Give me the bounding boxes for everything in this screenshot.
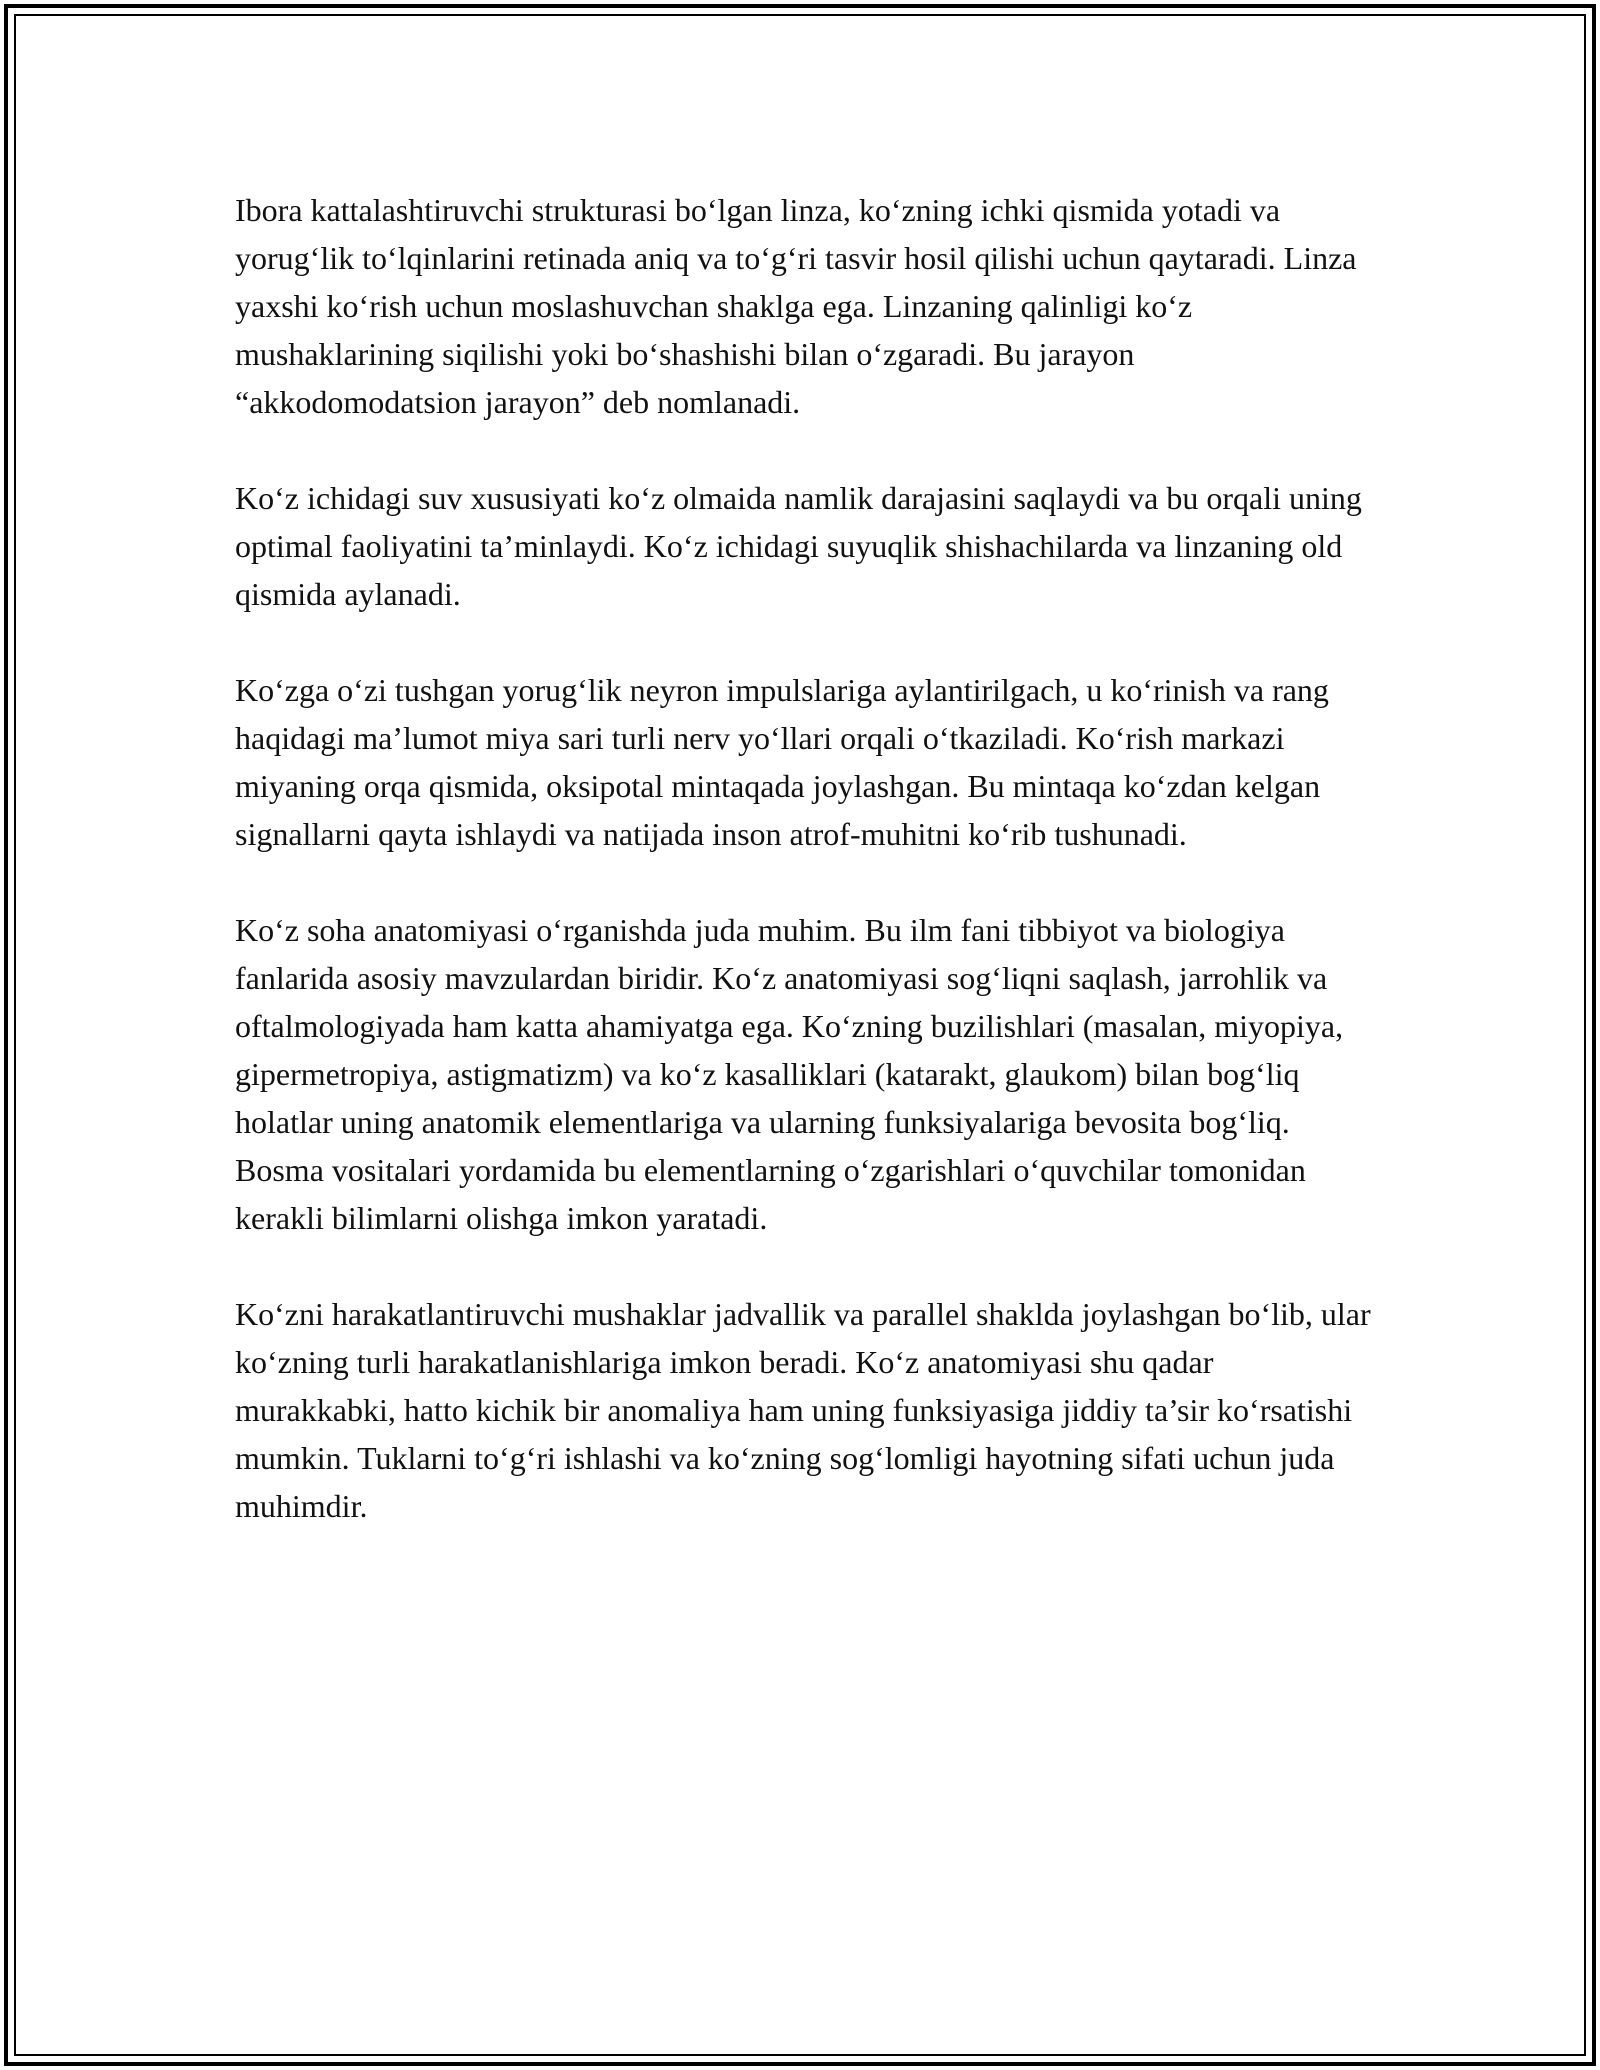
- paragraph-lens: Ibora kattalashtiruvchi strukturasi bo‘lgan linza, ko‘zning ichki qismida yotadi va yorug‘lik to‘lqinlarini retinada aniq va to‘g‘ri tasvir hosil qilishi uchun qaytaradi. Linza yaxshi ko‘rish uchun moslashuvchan shaklga ega. Linzaning qalinligi ko‘z mushaklarining siqilishi yoki bo‘shashishi bilan o‘zgaradi. Bu jarayon “akkodomodatsion jarayon” deb nomlanadi.: [235, 192, 1357, 420]
- paragraph-eye-muscles: Ko‘zni harakatlantiruvchi mushaklar jadvallik va parallel shaklda joylashgan bo‘lib, ular ko‘zning turli harakatlanishlariga imkon beradi. Ko‘z anatomiyasi shu qadar murakkabki, hatto kichik bir anomaliya ham uning funksiyasiga jiddiy ta’sir ko‘rsatishi mumkin. Tuklarni to‘g‘ri ishlashi va ko‘zning sog‘lomligi hayotning sifati uchun juda muhimdir.: [235, 1296, 1371, 1524]
- paragraph-aqueous-fluid: Ko‘z ichidagi suv xususiyati ko‘z olmaida namlik darajasini saqlaydi va bu orqali uning optimal faoliyatini ta’minlaydi. Ko‘z ichidagi suyuqlik shishachilarda va linzaning old qismida aylanadi.: [235, 480, 1362, 612]
- paragraph-visual-pathway: Ko‘zga o‘zi tushgan yorug‘lik neyron impulslariga aylantirilgach, u ko‘rinish va rang haqidagi ma’lumot miya sari turli nerv yo‘llari orqali o‘tkaziladi. Ko‘rish markazi miyaning orqa qismida, oksipotal mintaqada joylashgan. Bu mintaqa ko‘zdan kelgan signallarni qayta ishlaydi va natijada inson atrof-muhitni ko‘rib tushunadi.: [235, 672, 1329, 852]
- paragraph-anatomy-importance: Ko‘z soha anatomiyasi o‘rganishda juda muhim. Bu ilm fani tibbiyot va biologiya fanlarida asosiy mavzulardan biridir. Ko‘z anatomiyasi sog‘liqni saqlash, jarrohlik va oftalmologiyada ham katta ahamiyatga ega. Ko‘zning buzilishlari (masalan, miyopiya, gipermetropiya, astigmatizm) va ko‘z kasalliklari (katarakt, glaukom) bilan bog‘liq holatlar uning anatomik elementlariga va ularning funksiyalariga bevosita bog‘liq. Bosma vositalari yordamida bu elementlarning o‘zgarishlari o‘quvchilar tomonidan kerakli bilimlarni olishga imkon yaratadi.: [235, 912, 1344, 1236]
- document-body: [235, 186, 1375, 1530]
